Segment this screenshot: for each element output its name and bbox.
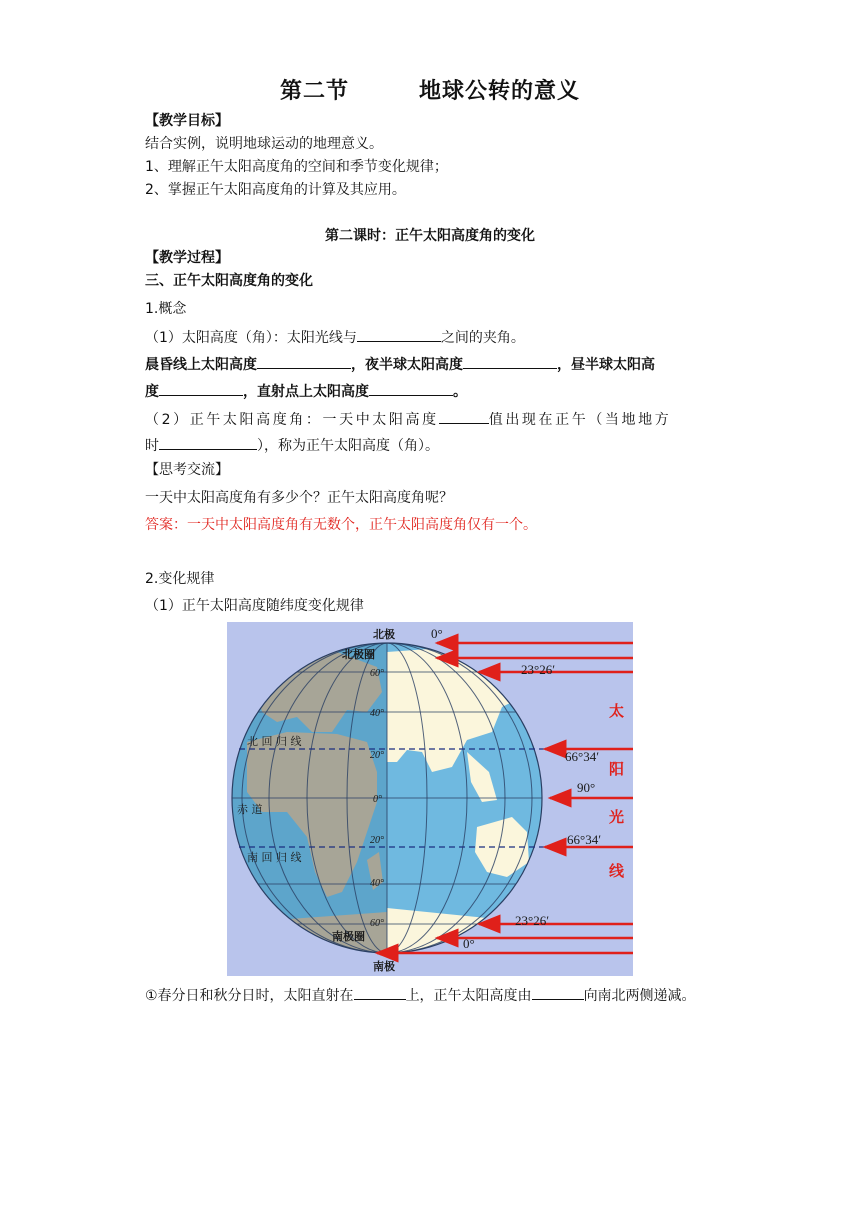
concept-2-line-2 bbox=[145, 434, 439, 456]
change-subheading: （1）正午太阳高度随纬度变化规律 bbox=[145, 598, 364, 614]
angle-label-tropic-cancer: 66°34′ bbox=[565, 749, 600, 764]
angle-label-tropic-capricorn: 66°34′ bbox=[567, 832, 602, 847]
concept-2-text-d: ），称为正午太阳高度（角）。 bbox=[257, 438, 439, 454]
sunlight-label-char: 阳 bbox=[609, 760, 625, 778]
angle-label-equator: 90° bbox=[577, 780, 596, 795]
concept-2-text-c: 时 bbox=[145, 438, 159, 454]
altitude-statement-line-1 bbox=[145, 353, 655, 375]
altitude-statement-line-2 bbox=[145, 380, 467, 402]
equinox-question bbox=[145, 984, 696, 1006]
lat-label: 40° bbox=[370, 878, 384, 889]
concept-2-text-a: （2）正午太阳高度角：一天中太阳高度 bbox=[145, 412, 439, 428]
north-pole-label: 北极 bbox=[373, 628, 395, 641]
title-topic: 地球公转的意义 bbox=[419, 79, 581, 104]
concept-2-text-b: 值出现在正午（当地地方 bbox=[488, 412, 672, 428]
lat-label: 60° bbox=[370, 918, 384, 929]
concept-heading: 1.概念 bbox=[145, 301, 187, 317]
concept-1 bbox=[145, 326, 525, 348]
think-answer: 答案：一天中太阳高度角有无数个，正午太阳高度角仅有一个。 bbox=[145, 517, 537, 533]
statement-text-5: ，直射点上太阳高度 bbox=[243, 384, 369, 400]
page-title bbox=[0, 74, 860, 105]
lat-label: 40° bbox=[370, 708, 384, 719]
angle-label-antarctic: 23°26′ bbox=[515, 913, 550, 928]
south-pole-label: 南极 bbox=[373, 960, 395, 973]
title-section: 第二节 bbox=[279, 79, 349, 104]
concept-1-text-a: （1）太阳高度（角）：太阳光线与 bbox=[145, 330, 357, 346]
think-question: 一天中太阳高度角有多少个？正午太阳高度角呢？ bbox=[145, 490, 453, 506]
fill-blank[interactable] bbox=[532, 984, 584, 1000]
equinox-text-c: 向南北两侧递减。 bbox=[583, 988, 696, 1004]
arctic-circle-label: 北极圈 bbox=[342, 648, 375, 661]
statement-text-3: ，昼半球太阳高 bbox=[557, 357, 655, 373]
sunlight-label-char: 光 bbox=[609, 808, 625, 826]
fill-blank[interactable] bbox=[354, 984, 406, 1000]
equinox-text-b: 上，正午太阳高度由 bbox=[405, 988, 532, 1004]
concept-1-text-b: 之间的夹角。 bbox=[440, 330, 525, 346]
process-heading: 【教学过程】 bbox=[145, 250, 229, 266]
fill-blank[interactable] bbox=[463, 353, 557, 369]
goals-line-1: 结合实例，说明地球运动的地理意义。 bbox=[145, 136, 383, 152]
fill-blank[interactable] bbox=[159, 434, 257, 450]
statement-text-4: 度 bbox=[145, 384, 159, 400]
fill-blank[interactable] bbox=[369, 380, 453, 396]
lesson-title: 第二课时：正午太阳高度角的变化 bbox=[325, 228, 535, 244]
angle-label-arctic: 23°26′ bbox=[521, 662, 556, 677]
fill-blank[interactable] bbox=[439, 408, 489, 424]
concept-2-line-1 bbox=[145, 408, 671, 430]
lat-label: 60° bbox=[370, 668, 384, 679]
globe-sunlight-figure bbox=[227, 622, 633, 976]
goals-line-3: 2、掌握正午太阳高度角的计算及其应用。 bbox=[145, 182, 406, 198]
equinox-text-a: ①春分日和秋分日时，太阳直射在 bbox=[145, 988, 354, 1004]
fill-blank[interactable] bbox=[357, 326, 441, 342]
antarctic-circle-label: 南极圈 bbox=[332, 930, 365, 943]
sunlight-label-char: 太 bbox=[609, 702, 625, 720]
angle-label-south-pole: 0° bbox=[463, 936, 475, 951]
angle-label-north-pole: 0° bbox=[431, 626, 443, 641]
tropic-capricorn-label: 南 回 归 线 bbox=[247, 851, 302, 864]
sunlight-label-char: 线 bbox=[609, 862, 625, 880]
goals-heading: 【教学目标】 bbox=[145, 113, 229, 129]
think-heading: 【思考交流】 bbox=[145, 462, 229, 478]
globe-diagram bbox=[227, 622, 633, 976]
statement-text-6: 。 bbox=[453, 384, 467, 400]
fill-blank[interactable] bbox=[159, 380, 243, 396]
lat-label: 0° bbox=[373, 794, 382, 805]
lat-label: 20° bbox=[370, 750, 384, 761]
fill-blank[interactable] bbox=[257, 353, 351, 369]
change-heading: 2.变化规律 bbox=[145, 571, 215, 587]
tropic-cancer-label: 北 回 归 线 bbox=[247, 735, 302, 748]
equator-label: 赤 道 bbox=[237, 803, 263, 816]
section-3-heading: 三、正午太阳高度角的变化 bbox=[145, 273, 313, 289]
lat-label: 20° bbox=[370, 835, 384, 846]
statement-text-1: 晨昏线上太阳高度 bbox=[145, 357, 257, 373]
statement-text-2: ，夜半球太阳高度 bbox=[351, 357, 463, 373]
goals-line-2: 1、理解正午太阳高度角的空间和季节变化规律； bbox=[145, 159, 448, 175]
